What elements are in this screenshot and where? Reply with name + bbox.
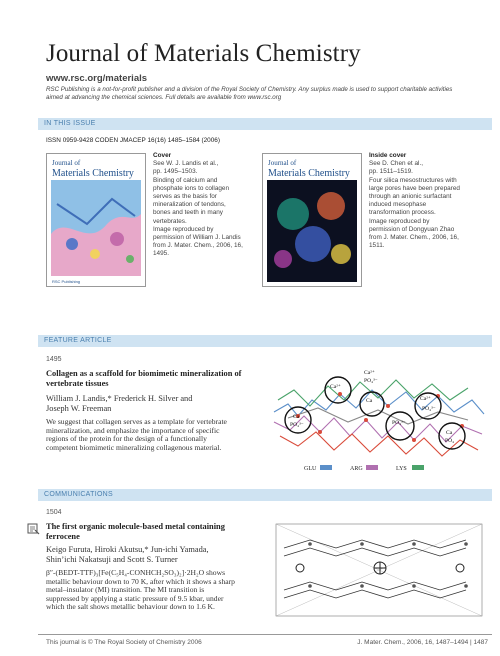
cover-line: permission of William J. Landis [153,234,241,242]
cover-heading: Cover [153,152,172,159]
inside-cover-caption [369,152,467,250]
abstract-line: suppressed by applying a static pressure of 9.5 kbar, under [46,593,224,603]
inside-cover-line: through an anionic surfactant [369,193,452,201]
inside-cover-image-title-1: Journal of [268,159,297,167]
cover-line: Image reproduced by [153,225,214,233]
inside-cover-line: large pores have been prepared [369,184,460,192]
abstract-line: β″-(BEDT-TTF)₃[Fe(C₅H₄-CONHCH₂SO₃)₂]·2H₂O shows [46,568,226,577]
cover-line: 1495. [153,250,169,258]
fig-label: PO₄ [445,438,455,444]
feature-article-title[interactable] [46,369,260,388]
fig-label: Ca [366,398,373,404]
legend-lys-swatch [412,465,424,470]
collagen-figure [268,360,490,476]
communication-authors [46,545,260,564]
inside-cover-line: 1511. [369,242,385,250]
title-line: Collagen as a scaffold for biomimetic mineralization of [46,369,242,378]
cover-image-footer: RSC Publishing [52,279,81,284]
document-icon[interactable] [27,522,41,540]
communication-page-number: 1504 [46,509,62,516]
abstract-line: metallic behaviour down to 70 K, after which it shows a sharp [46,576,235,586]
fig-label: Ca [293,414,300,420]
journal-title: Journal of Materials Chemistry [46,40,361,67]
footer-divider [38,634,492,635]
communication-abstract [46,569,260,612]
section-bar-communications: COMMUNICATIONS [38,489,492,501]
abstract-line: We suggest that collagen serves as a template for vertebrate [46,417,227,426]
inside-cover-line: from J. Mater. Chem., 2006, 16, [369,234,459,242]
publisher-note: RSC Publishing is a not-for-profit publisher and a division of the Royal Society of Chemistry. Any surplus made is used to support charitable activities aimed at advancing the chemical sciences. Full details are available from www.rsc.org [46,86,453,102]
abstract-line: mineralization, and emphasize the importance of specific [46,425,220,435]
feature-article-abstract [46,418,260,452]
cover-line: vertebrates. [153,217,187,225]
legend-lys-label: LYS [396,466,407,472]
title-line: The first organic molecule-based metal containing [46,522,225,531]
abstract-line: competent biomimetic mineralizing collagenous material. [46,442,222,452]
legend-arg-swatch [366,465,378,470]
feature-article-authors [46,394,260,413]
inside-cover-line: See D. Chen et al., [369,160,423,168]
fig-label: Ca²⁺ [330,384,341,390]
inside-cover-image-title-2: Materials Chemistry [268,168,350,179]
inside-cover-line: Four silica mesostructures with [369,176,457,184]
inside-cover-line: pp. 1511–1519. [369,168,413,176]
author-line: Keigo Furuta, Hiroki Akutsu,* Jun-ichi Yamada, [46,545,209,554]
legend-arg-label: ARG [350,466,363,472]
author-line: Joseph W. Freeman [46,403,112,413]
cover-line: pp. 1495–1503. [153,168,198,176]
title-line: ferrocene [46,531,80,541]
cover-image-title-2: Materials Chemistry [52,168,134,179]
fig-label: PO₄³⁻ [422,406,436,412]
inside-cover-line: transformation process. [369,209,436,217]
author-line: William J. Landis,* Frederick H. Silver and [46,394,193,403]
fig-label: Ca²⁺ [420,396,431,402]
communication-title[interactable] [46,522,260,541]
issn-line: ISSN 0959-9428 CODEN JMACEP 16(16) 1485–1584 (2006) [46,137,220,144]
fig-label: Ca²⁺ [364,370,375,376]
cover-line: Binding of calcium and [153,176,218,184]
cover-image [46,153,146,287]
cover-line: mineralization of tendons, [153,201,226,209]
legend-glu-label: GLU [304,466,317,472]
section-bar-in-this-issue: IN THIS ISSUE [38,118,492,130]
crystal-structure-figure [270,518,490,624]
inside-cover-line: permission of Dongyuan Zhao [369,225,455,233]
abstract-line: metal–insulator (MI) transition. The MI transition is [46,585,205,595]
cover-line: bones and teeth in many [153,209,223,217]
cover-image-title-1: Journal of [52,159,81,167]
cover-line: phosphate ions to collagen [153,184,230,192]
journal-url[interactable]: www.rsc.org/materials [46,73,148,84]
cover-line: See W. J. Landis et al., [153,160,219,168]
cover-caption [153,152,245,259]
author-line: Shin’ichi Nakatsuji and Scott S. Turner [46,554,178,564]
legend-glu-swatch [320,465,332,470]
fig-label: PO₄³⁻ [364,378,378,384]
footer-copyright: This journal is © The Royal Society of Chemistry 2006 [46,639,202,646]
abstract-line: regions of the protein for the design of a functionally [46,434,207,444]
abstract-line: which the salt shows metallic behaviour down to 1.6 K. [46,602,215,612]
inside-cover-line: Image reproduced by [369,217,430,225]
cover-line: from J. Mater. Chem., 2006, 16, [153,242,243,250]
feature-page-number: 1495 [46,356,62,363]
fig-label: PO₄³⁻ [290,422,304,428]
inside-cover-image [262,153,362,287]
fig-label: PO₄³⁻ [392,420,406,426]
title-line: vertebrate tissues [46,378,109,388]
inside-cover-line: induced mesophase [369,201,427,209]
footer-citation: J. Mater. Chem., 2006, 16, 1487–1494 | 1487 [357,639,488,646]
fig-label: Ca [446,430,453,436]
section-bar-feature-article: FEATURE ARTICLE [38,335,492,347]
cover-line: serves as the basis for [153,193,217,201]
inside-cover-heading: Inside cover [369,152,407,159]
